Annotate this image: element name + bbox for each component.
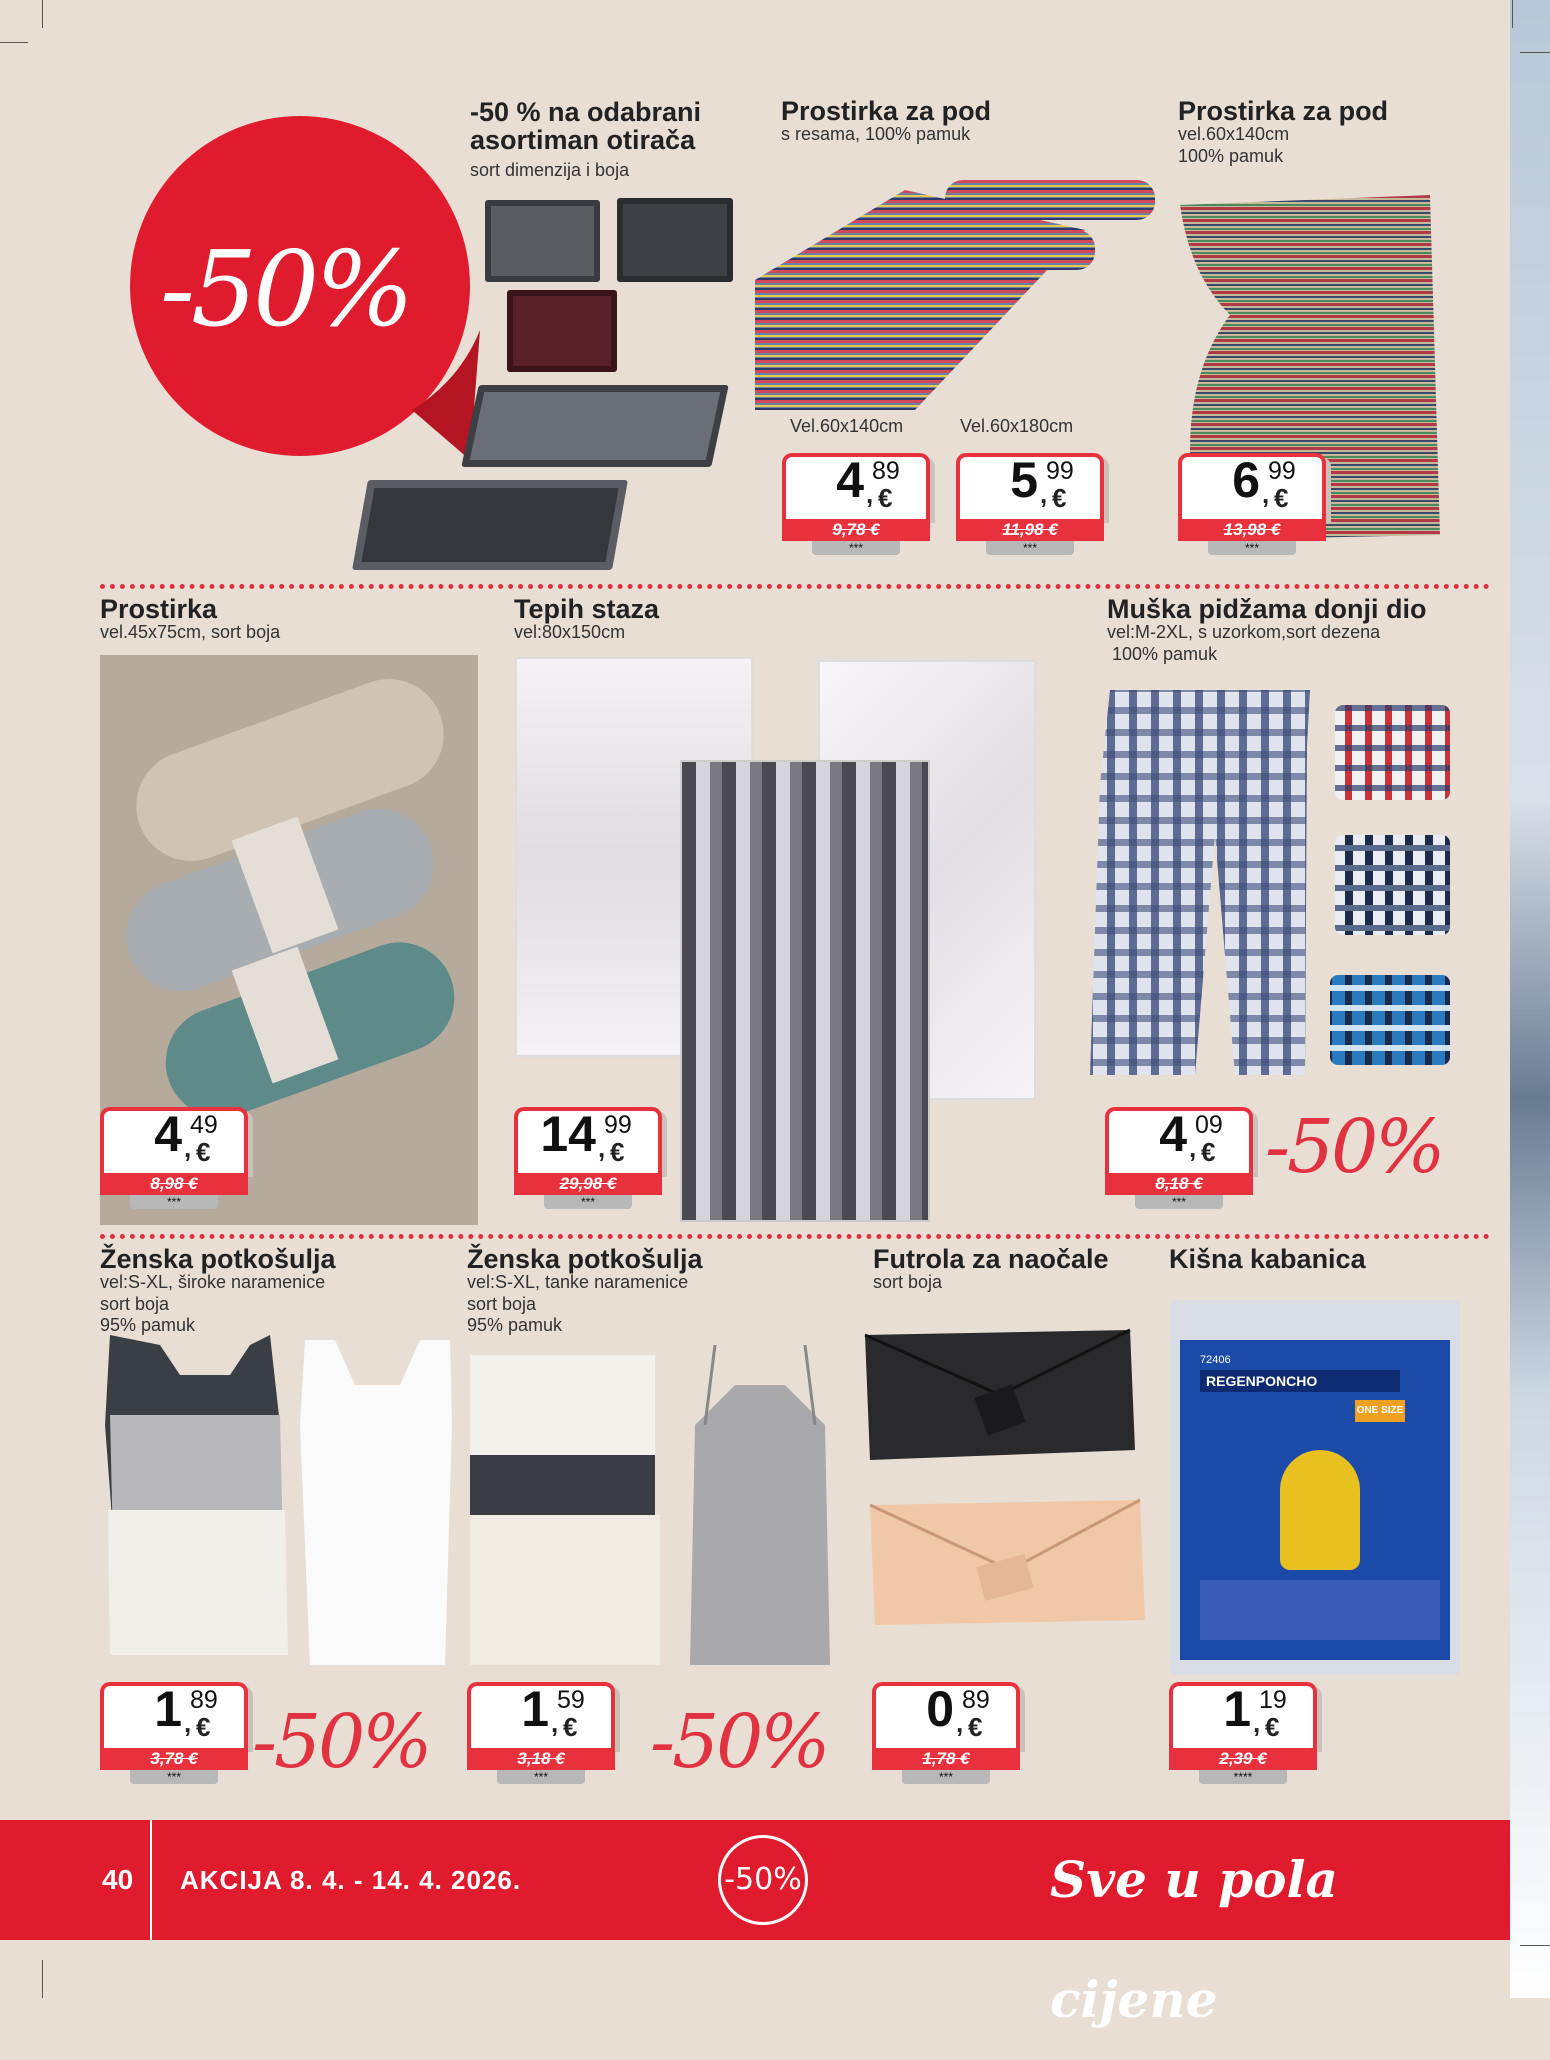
footer-divider [150,1820,152,1940]
old-price: 9,78 € [832,520,880,539]
package-size: ONE SIZE [1355,1400,1405,1422]
discount-badge-potkosulja2: -50% [650,1699,828,1785]
section-divider [100,1234,1490,1239]
product-title-kabanica: Kišna kabanica [1169,1244,1366,1274]
product-sub-futrola: sort boja [873,1272,943,1292]
package-label: REGENPONCHO [1200,1370,1400,1392]
price-tag-prostirka-60x140: 4 , 89 € 9,78 € *** [782,453,930,553]
product-sub-prostirka: vel.45x75cm, sort boja [100,622,281,642]
product-title-tepih: Tepih staza [514,594,660,624]
glasses-cases-image [860,1320,1150,1650]
doormat-burgundy-image [507,290,617,372]
price-tag-tepih: 14 , 99 € 29,98 € *** [514,1107,662,1207]
footer-discount-circle: -50% [718,1835,808,1925]
pajama-pants-image [1085,685,1505,1085]
old-price: 2,39 € [1219,1749,1267,1768]
product-sub-prostirka-resa: s resama, 100% pamuk [781,124,971,144]
old-price: 3,78 € [150,1749,198,1768]
tank-tops-wide-straps-image [100,1335,460,1675]
price-tag-potkosulja2: 1 , 59 € 3,18 € *** [467,1682,615,1782]
product-title-potkosulja2: Ženska potkošulja [467,1244,703,1274]
tank-tops-thin-straps-image [465,1345,845,1675]
price-tag-prostirka: 4 , 49 € 8,98 € *** [100,1107,248,1207]
product-title-prostirka: Prostirka [100,594,218,624]
price-tag-pidzama: 4 , 09 € 8,18 € *** [1105,1107,1253,1207]
side-edge-strip [1510,0,1550,1998]
product-sub-otiraci: sort dimenzija i boja [470,160,630,180]
runner-pixel-pattern-image [680,760,930,1222]
product-sub-pidzama: vel:M-2XL, s uzorkom,sort dezena 100% pamuk [1107,622,1381,664]
footer-banner [0,1820,1510,2029]
package-code: 72406 [1200,1354,1231,1366]
package-text-area [1200,1580,1440,1640]
product-sub-potkosulja1: vel:S-XL, široke naramenice sort boja 95% pamuk [100,1272,326,1336]
doormat-grey-large-image [461,385,728,467]
product-title-prostirka-resa: Prostirka za pod [781,96,992,126]
old-price: 13,98 € [1223,520,1281,539]
crop-mark [0,42,28,43]
crop-mark [1520,1945,1550,1946]
product-sub-prostirka-pod2: vel.60x140cm 100% pamuk [1178,124,1290,166]
size-label-60x180: Vel.60x180cm [960,416,1074,436]
page-number: 40 [102,1864,134,1895]
doormat-dark-image [617,198,733,282]
rag-rug-rolls-image [755,170,1165,410]
crop-mark [42,1960,43,1998]
crop-mark [42,0,43,28]
discount-badge-potkosulja1: -50% [252,1699,430,1785]
product-sub-potkosulja2: vel:S-XL, tanke naramenice sort boja 95% pamuk [467,1272,689,1336]
price-tag-prostirka-pod2: 6 , 99 € 13,98 € *** [1178,453,1326,553]
product-sub-tepih: vel:80x150cm [514,622,626,642]
product-title-pidzama: Muška pidžama donji dio [1107,594,1427,624]
old-price: 8,98 € [150,1174,198,1193]
raincoat-figure [1280,1450,1360,1570]
old-price: 8,18 € [1155,1174,1203,1193]
footer-slogan: Sve u pola cijene [1050,1850,1338,2029]
product-title-otiraci: -50 % na odabrani asortiman otirača [470,97,702,156]
product-title-prostirka-pod2: Prostirka za pod [1178,96,1389,126]
price-tag-potkosulja1: 1 , 89 € 3,78 € *** [100,1682,248,1782]
doormat-grey-image [485,200,600,282]
raincoat-package-image [1170,1300,1460,1675]
price-tag-kabanica: 1 , 19 € 2,39 € **** [1169,1682,1317,1782]
product-title-potkosulja1: Ženska potkošulja [100,1244,336,1274]
old-price: 3,18 € [517,1749,565,1768]
old-price: 11,98 € [1002,520,1058,539]
crop-mark [1512,0,1513,28]
price-tag-prostirka-60x180: 5 , 99 € 11,98 € *** [956,453,1104,553]
discount-sticker [120,80,490,490]
sticker-text: -50% [159,228,411,350]
product-title-futrola: Futrola za naočale [873,1244,1109,1274]
section-divider [100,584,1490,589]
promo-dates: AKCIJA 8. 4. - 14. 4. 2026. [180,1865,522,1895]
crop-mark [1520,52,1550,53]
old-price: 1,78 € [922,1749,970,1768]
discount-badge-pidzama: -50% [1265,1104,1443,1190]
price-tag-futrola: 0 , 89 € 1,78 € *** [872,1682,1020,1782]
doormat-black-image [352,480,628,570]
old-price: 29,98 € [559,1174,617,1193]
size-label-60x140: Vel.60x140cm [790,416,904,436]
